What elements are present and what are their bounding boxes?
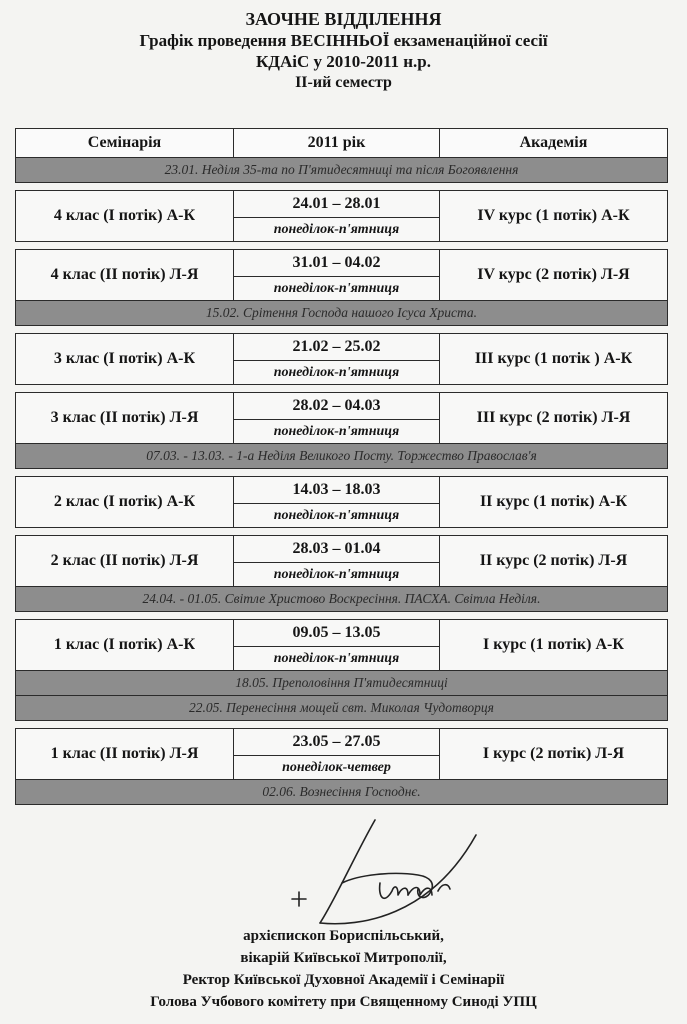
exam-period: [234, 393, 440, 444]
exam-days: понеділок-п'ятниця: [273, 365, 400, 380]
table-row: [16, 250, 668, 301]
exam-dates: 09.05 – 13.05: [234, 620, 439, 647]
exam-period: [234, 536, 440, 587]
signer-title-1: архієпископ Бориспільський,: [243, 928, 444, 944]
table-row: [16, 729, 668, 780]
signer-title-3: Ректор Київської Духовної Академії і Семінарії: [182, 972, 505, 988]
table-row: [16, 620, 668, 671]
exam-dates: 28.02 – 04.03: [234, 393, 439, 420]
exam-dates: 23.05 – 27.05: [234, 729, 439, 756]
document-header: [0, 8, 687, 94]
feast-note-row: [16, 444, 668, 469]
exam-period: [234, 477, 440, 528]
seminary-group: 3 клас (І потік) А-К: [16, 334, 234, 385]
feast-note-row: [16, 587, 668, 612]
academy-group: І курс (1 потік) А-К: [440, 620, 668, 671]
academy-group: ІІ курс (1 потік) А-К: [440, 477, 668, 528]
column-header-academy: Академія: [440, 129, 668, 158]
feast-note-row: [16, 671, 668, 696]
column-header-seminary: Семінарія: [16, 129, 234, 158]
table-row: [16, 536, 668, 587]
seminary-group: 1 клас (ІІ потік) Л-Я: [16, 729, 234, 780]
table-row: [16, 477, 668, 528]
table-header-row: [16, 129, 668, 158]
seminary-group: 3 клас (ІІ потік) Л-Я: [16, 393, 234, 444]
feast-note-row: [16, 301, 668, 326]
exam-dates: 31.01 – 04.02: [234, 250, 439, 277]
feast-note: 15.02. Срітення Господа нашого Ісуса Христа.: [16, 301, 668, 326]
exam-days: понеділок-п'ятниця: [273, 508, 400, 523]
signer-title-2: вікарій Київської Митрополії,: [240, 950, 447, 966]
table-row: [16, 191, 668, 242]
table-row: [16, 393, 668, 444]
exam-dates: 21.02 – 25.02: [234, 334, 439, 361]
feast-note: 24.04. - 01.05. Світле Христово Воскресіння. ПАСХА. Світла Неділя.: [16, 587, 668, 612]
exam-dates: 24.01 – 28.01: [234, 191, 439, 218]
institution-year: КДАіС у 2010-2011 н.р.: [255, 52, 432, 71]
exam-days: понеділок-п'ятниця: [273, 651, 400, 666]
academy-group: IV курс (2 потік) Л-Я: [440, 250, 668, 301]
academy-group: ІІ курс (2 потік) Л-Я: [440, 536, 668, 587]
seminary-group: 4 клас (І потік) А-К: [16, 191, 234, 242]
seminary-group: 2 клас (І потік) А-К: [16, 477, 234, 528]
exam-period: [234, 620, 440, 671]
feast-note-row: [16, 158, 668, 183]
academy-group: І курс (2 потік) Л-Я: [440, 729, 668, 780]
feast-note: 22.05. Перенесіння мощей свт. Миколая Чудотворця: [16, 696, 668, 721]
seminary-group: 2 клас (ІІ потік) Л-Я: [16, 536, 234, 587]
signature-drawing: [280, 805, 540, 935]
table-row: [16, 334, 668, 385]
exam-days: понеділок-п'ятниця: [273, 424, 400, 439]
exam-days: понеділок-четвер: [282, 760, 391, 775]
exam-period: [234, 729, 440, 780]
exam-period: [234, 334, 440, 385]
document-title: ЗАОЧНЕ ВІДДІЛЕННЯ: [245, 9, 442, 29]
exam-schedule-table: [15, 128, 668, 805]
feast-note: 18.05. Преполовіння П'ятидесятниці: [16, 671, 668, 696]
academy-group: ІІІ курс (2 потік) Л-Я: [440, 393, 668, 444]
exam-period: [234, 250, 440, 301]
feast-note: 07.03. - 13.03. - 1-а Неділя Великого Посту. Торжество Православ'я: [16, 444, 668, 469]
column-header-year: 2011 рік: [234, 129, 440, 158]
handwritten-signature: [280, 805, 540, 940]
document-subtitle: Графік проведення ВЕСІННЬОЇ екзаменаційної сесії: [139, 31, 548, 50]
exam-days: понеділок-п'ятниця: [273, 222, 400, 237]
exam-dates: 28.03 – 01.04: [234, 536, 439, 563]
academy-group: IV курс (1 потік) А-К: [440, 191, 668, 242]
feast-note: 02.06. Вознесіння Господнє.: [16, 780, 668, 805]
seminary-group: 1 клас (І потік) А-К: [16, 620, 234, 671]
academy-group: ІІІ курс (1 потік ) А-К: [440, 334, 668, 385]
signer-block: [0, 925, 687, 1013]
signer-title-4: Голова Учбового комітету при Священному Синоді УПЦ: [150, 994, 537, 1010]
feast-note-row: [16, 780, 668, 805]
feast-note-row: [16, 696, 668, 721]
semester-label: ІІ-ий семестр: [295, 74, 392, 91]
seminary-group: 4 клас (ІІ потік) Л-Я: [16, 250, 234, 301]
feast-note: 23.01. Неділя 35-та по П'ятидесятниці та після Богоявлення: [16, 158, 668, 183]
exam-dates: 14.03 – 18.03: [234, 477, 439, 504]
exam-days: понеділок-п'ятниця: [273, 281, 400, 296]
exam-days: понеділок-п'ятниця: [273, 567, 400, 582]
exam-period: [234, 191, 440, 242]
